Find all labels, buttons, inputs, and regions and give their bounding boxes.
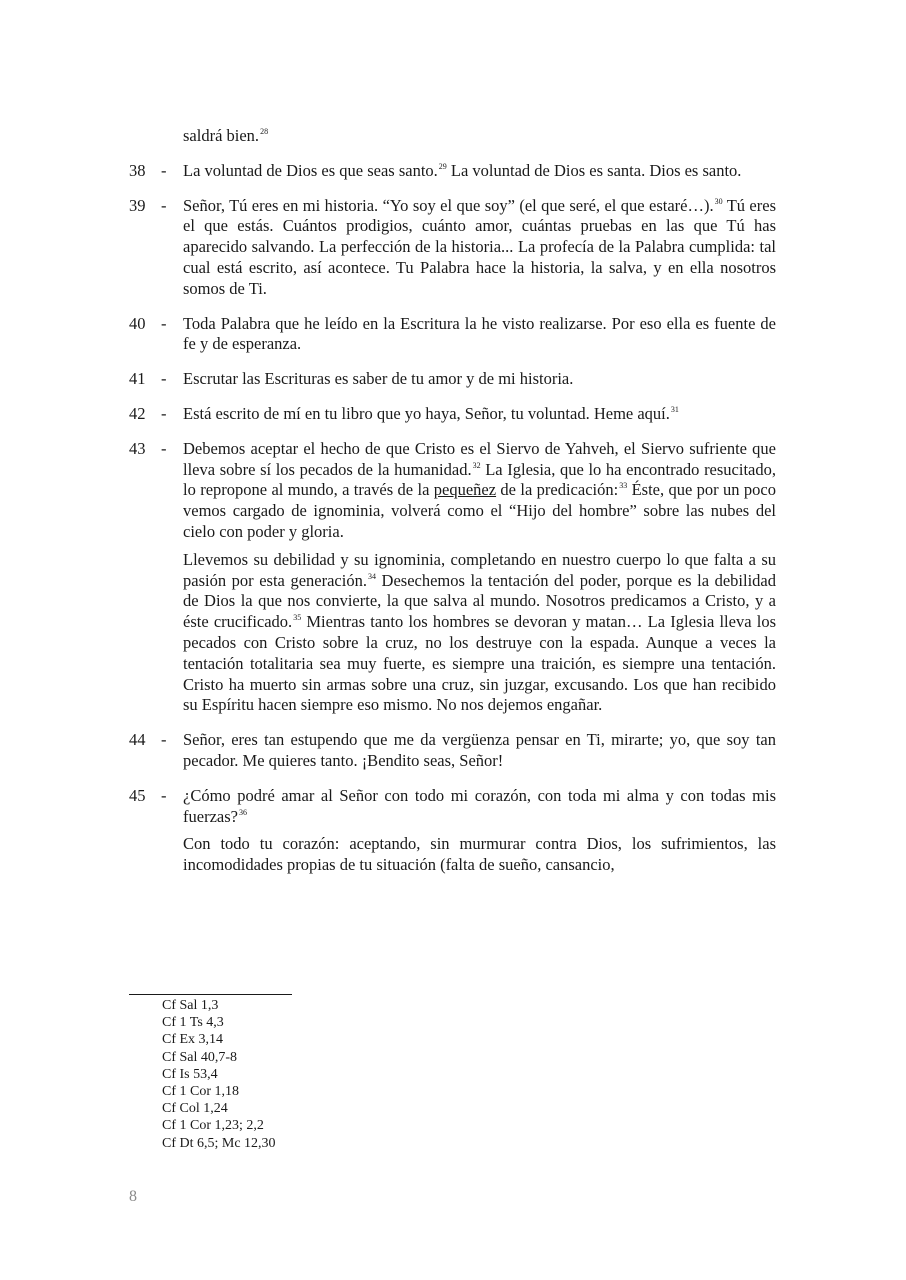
numbered-item-41 xyxy=(0,369,776,390)
paragraph: Está escrito de mí en tu libro que yo haya, Señor, tu voluntad. Heme aquí.$^{31}$ xyxy=(183,403,679,423)
item-dash: - xyxy=(161,195,167,215)
item-dash: - xyxy=(161,438,167,458)
item-dash: - xyxy=(161,785,167,805)
item-dash: - xyxy=(161,730,167,750)
underlined-word: pequeñez xyxy=(433,480,497,500)
item-number: 39 xyxy=(129,195,146,215)
footnote: Cf 1 Ts 4,3 xyxy=(162,1015,224,1031)
numbered-item-45 xyxy=(0,786,776,876)
item-number: 40 xyxy=(129,313,146,333)
item-number: 43 xyxy=(129,438,146,458)
numbered-item-40 xyxy=(0,314,776,356)
paragraph: Con todo tu corazón: aceptando, sin murmurar contra Dios, los sufrimientos, las incomodidades propias de tu situación (falta de sueño, cansancio, xyxy=(183,834,776,875)
footnote-marker[interactable]: 33 xyxy=(619,481,628,491)
item-number: 41 xyxy=(129,369,146,389)
footnote: Cf Is 53,4 xyxy=(162,1066,218,1082)
paragraph: Señor, Tú eres en mi historia. “Yo soy el que soy” (el que seré, el que estaré…).$^{30}$ Tú eres el que estás. Cuántos prodigios, cuánto amor, cuántas pruebas en las que Tú has aparecido salvando. La perfección de la historia... La profecía de la Palabra cumplida: tal cual está escrito, así acontece. Tu Palabra hace la historia, la salva, y en ella nosotros somos de Ti. xyxy=(183,195,776,298)
numbered-item-43 xyxy=(0,439,776,716)
numbered-item-38 xyxy=(0,161,776,182)
continuation-paragraph xyxy=(0,126,776,147)
footnote: Cf Ex 3,14 xyxy=(162,1032,224,1048)
numbered-item-42 xyxy=(0,404,776,425)
item-number: 44 xyxy=(129,730,146,750)
item-dash: - xyxy=(161,369,167,389)
numbered-item-44 xyxy=(0,730,776,772)
paragraph: Escrutar las Escrituras es saber de tu amor y de mi historia. xyxy=(183,369,574,389)
footnote: Cf Dt 6,5; Mc 12,30 xyxy=(162,1135,276,1151)
item-number: 42 xyxy=(129,403,146,423)
footnote-marker[interactable]: 34 xyxy=(367,571,376,581)
footnote: Cf Sal 40,7-8 xyxy=(162,1049,238,1065)
item-dash: - xyxy=(161,403,167,423)
footnote-marker[interactable]: 32 xyxy=(472,460,481,470)
footnote: Cf 1 Cor 1,18 xyxy=(162,1084,239,1100)
paragraph: La voluntad de Dios es que seas santo.$^{29}$ La voluntad de Dios es santa. Dios es santo. xyxy=(183,160,742,180)
footnote-marker[interactable]: 35 xyxy=(293,613,302,623)
numbered-item-39 xyxy=(0,196,776,300)
footnote-marker[interactable]: 29 xyxy=(438,161,447,171)
footnote: Cf Sal 1,3 xyxy=(162,998,219,1013)
footnote-separator xyxy=(129,994,292,995)
page-number: 8 xyxy=(129,1188,137,1205)
paragraph: Toda Palabra que he leído en la Escritura la he visto realizarse. Por eso ella es fuente de fe y de esperanza. xyxy=(183,313,776,354)
footnote: Cf Col 1,24 xyxy=(162,1101,228,1117)
footnote-marker[interactable]: 30 xyxy=(714,196,723,206)
paragraph: Debemos aceptar el hecho de que Cristo es el Siervo de Yahveh, el Siervo sufriente que lleva sobre sí los pecados de la humanidad.$^{32}$ La Iglesia, que lo ha encontrado resucitado, lo repropone al mundo, a través de la pequeñez de la predicación:$^{33}$ Éste, que por un poco vemos cargado de ignominia, volverá como el “Hijo del hombre” sobre las nubes del cielo con poder y gloria. xyxy=(183,438,776,541)
item-number: 38 xyxy=(129,160,146,180)
paragraph: saldrá bien.$^{28}$ xyxy=(183,126,269,145)
footnote-marker[interactable]: 31 xyxy=(670,404,679,414)
paragraph: Señor, eres tan estupendo que me da vergüenza pensar en Ti, mirarte; yo, que soy tan pecador. Me quieres tanto. ¡Bendito seas, Señor! xyxy=(183,730,776,770)
item-number: 45 xyxy=(129,785,146,805)
item-dash: - xyxy=(161,313,167,333)
paragraph: ¿Cómo podré amar al Señor con todo mi corazón, con toda mi alma y con todas mis fuerzas?$^{36}$ xyxy=(183,785,776,826)
footnotes xyxy=(162,997,276,1152)
paragraph: Llevemos su debilidad y su ignominia, completando en nuestro cuerpo lo que falta a su pasión por esta generación.$^{34}$ Desechemos la tentación del poder, porque es la debilidad de Dios la que nos convierte, la que salva al mundo. Nosotros predicamos a Cristo, y a éste crucificado.$^{35}$ Mientras tanto los hombres se devoran y matan… La Iglesia lleva los pecados con Cristo sobre la cruz, no los destruye con la espada. Aunque a veces la tentación totalitaria sea muy fuerte, es siempre una traición, es siempre una tentación. Cristo ha muerto sin armas sobre una cruz, sin juzgar, excusando. Los que han recibido su Espíritu hacen siempre eso mismo. No nos dejemos engañar. xyxy=(183,549,776,715)
footnote: Cf 1 Cor 1,23; 2,2 xyxy=(162,1118,264,1134)
footnote-marker[interactable]: 28 xyxy=(260,127,269,136)
footnote-marker[interactable]: 36 xyxy=(238,807,247,817)
body-text xyxy=(0,126,906,890)
item-dash: - xyxy=(161,160,167,180)
